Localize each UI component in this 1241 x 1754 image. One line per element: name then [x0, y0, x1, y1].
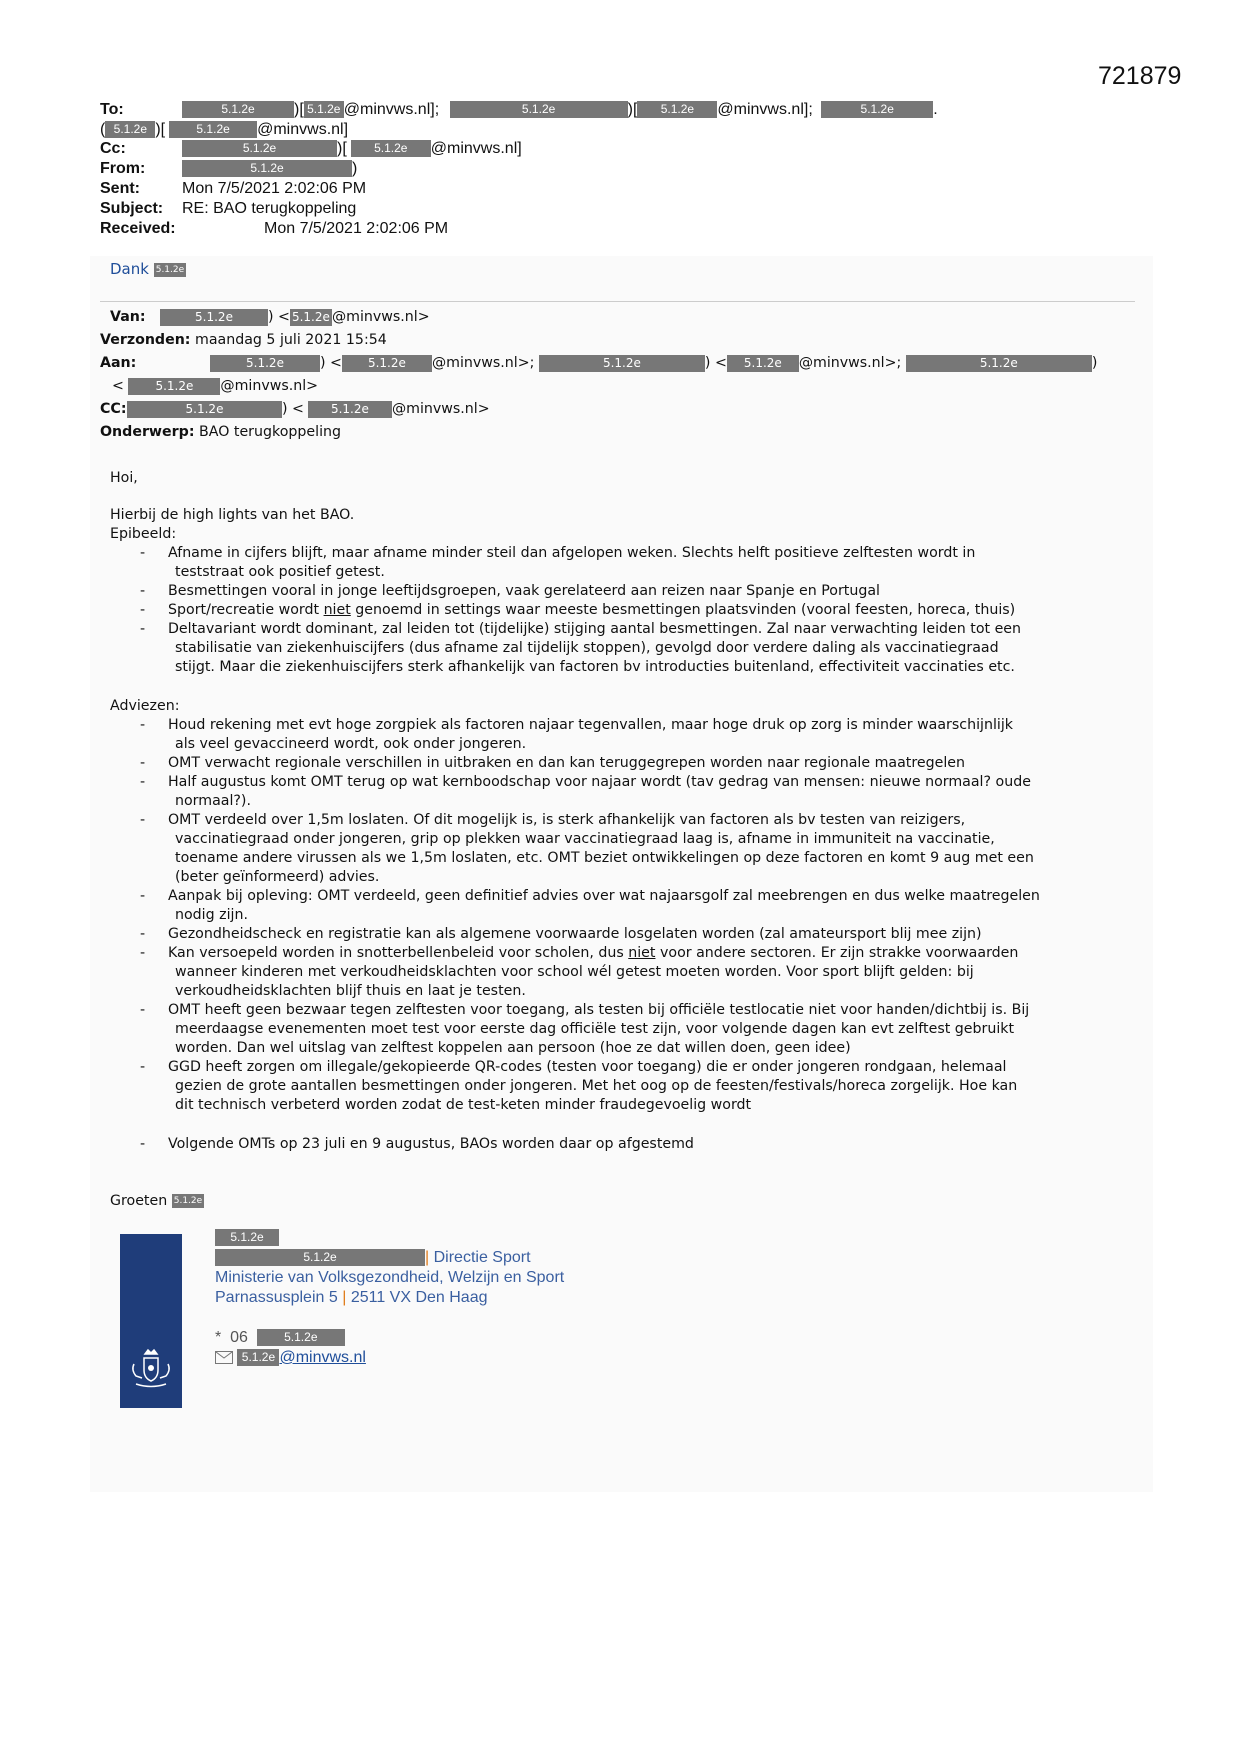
aan-addr-3: @minvws.nl>	[220, 378, 319, 394]
redaction: 5.1.2e	[906, 355, 1092, 372]
redaction: 5.1.2e	[210, 355, 320, 372]
redaction: 5.1.2e	[105, 121, 155, 138]
cc-label: Cc:	[100, 140, 126, 157]
reply-text	[110, 260, 186, 278]
list-item-text: OMT heeft geen bezwaar tegen zelftesten voor toegang, als testen bij officiële testlocatie niet voor handen/dichtbij is. Bij	[168, 1002, 1030, 1018]
greeting: Hoi,	[110, 470, 138, 486]
redaction: 5.1.2e	[215, 1249, 425, 1266]
list-item	[130, 620, 1140, 677]
bullet-dash: -	[140, 888, 146, 904]
redaction: 5.1.2e	[821, 101, 933, 118]
sig-directie: Directie Sport	[433, 1249, 531, 1266]
aan-line: Aan: 5.1.2e ) < 5.1.2e @minvws.nl>; 5.1.2e ) < 5.1.2e @minvws.nl>; 5.1.2e )	[100, 355, 1098, 371]
list-item-text: wanneer kinderen met verkoudheidsklachten voor school wél getest moeten worden. Voor sport blijft gelden: bij	[175, 964, 974, 980]
subject-line	[100, 199, 356, 219]
sent-value: Mon 7/5/2021 2:02:06 PM	[182, 180, 367, 197]
aan-label: Aan:	[100, 355, 137, 371]
list-item	[130, 887, 1140, 925]
subject-label: Subject:	[100, 200, 164, 217]
list-item	[130, 925, 1140, 944]
bullet-dash: -	[140, 926, 146, 942]
list-item-text: Sport/recreatie wordt	[168, 602, 324, 618]
received-value: Mon 7/5/2021 2:02:06 PM	[264, 220, 449, 237]
sent-line	[100, 179, 366, 199]
list-item-text: voor andere sectoren. Er zijn strakke voorwaarden	[655, 945, 1019, 961]
list-item-text: verkoudheidsklachten blijf thuis en laat je testen.	[175, 983, 526, 999]
sent-label: Sent:	[100, 180, 140, 197]
redaction: 5.1.2e	[539, 355, 705, 372]
verzonden-label: Verzonden:	[100, 332, 191, 348]
list-item-text: dit technisch verbeterd worden zodat de test-keten minder fraudegevoelig wordt	[175, 1097, 752, 1113]
rijksoverheid-logo-bar	[120, 1234, 182, 1408]
list-item-text: niet	[323, 602, 351, 618]
list-item	[130, 601, 1140, 620]
bullet-dash: -	[140, 1002, 146, 1018]
aan-line-2: < 5.1.2e @minvws.nl>	[112, 378, 319, 394]
list-item-text: nodig zijn.	[175, 907, 248, 923]
subject-value: RE: BAO terugkoppeling	[182, 200, 357, 217]
redaction: 5.1.2e	[169, 121, 257, 138]
cc-domain: @minvws.nl]	[430, 140, 522, 157]
bullet-dash: -	[140, 812, 146, 828]
verzonden-line	[100, 331, 387, 350]
redaction: 5.1.2e	[290, 309, 332, 326]
redaction: 5.1.2e	[257, 1329, 345, 1346]
bullet-dash: -	[140, 1136, 146, 1152]
list-item-text: GGD heeft zorgen om illegale/gekopieerde QR-codes (testen voor toegang) die er onder jongeren rondgaan, helemaal	[168, 1059, 1007, 1075]
email-link[interactable]: @minvws.nl	[279, 1349, 366, 1366]
van-label: Van:	[110, 309, 146, 325]
list-item	[130, 582, 1140, 601]
intro: Hierbij de high lights van het BAO.	[110, 507, 355, 523]
reply-word: Dank	[110, 260, 149, 278]
to-label: To:	[100, 101, 124, 118]
sig-email	[215, 1348, 366, 1368]
coat-of-arms-icon	[128, 1346, 174, 1390]
phone-icon: *	[215, 1329, 222, 1346]
list-item-text: OMT verwacht regionale verschillen in uitbraken en dan kan teruggegrepen worden naar regionale maatregelen	[168, 755, 965, 771]
bullet-dash: -	[140, 717, 146, 733]
list-item-text: Afname in cijfers blijft, maar afname minder steil dan afgelopen weken. Slechts helft positieve zelftesten wordt in	[168, 545, 976, 561]
list-item-text: Half augustus komt OMT terug op wat kernboodschap voor najaar wordt (tav gedrag van mensen: nieuwe normaal? oude	[168, 774, 1031, 790]
bullet-dash: -	[140, 755, 146, 771]
sig-ministerie: Ministerie van Volksgezondheid, Welzijn en Sport	[215, 1269, 565, 1286]
redaction: 5.1.2e	[160, 309, 268, 326]
sig-name-line	[215, 1228, 279, 1248]
document-number: 721879	[1098, 62, 1182, 90]
list-item	[130, 716, 1140, 754]
list-item-text: Deltavariant wordt dominant, zal leiden tot (tijdelijke) stijging aantal besmettingen. Zal naar verwachting leiden tot een	[168, 621, 1022, 637]
cc2-addr: @minvws.nl>	[391, 401, 490, 417]
sig-directie-line: 5.1.2e | Directie Sport	[215, 1248, 531, 1268]
list-item	[130, 754, 1140, 773]
list-item-text: meerdaagse evenementen moet test voor eerste dag officiële test zijn, voor volgende dagen kan evt zelftest gebruikt	[175, 1021, 1015, 1037]
redaction: 5.1.2e	[637, 101, 717, 118]
list-item	[130, 1058, 1140, 1115]
from-line: From: 5.1.2e )	[100, 160, 358, 177]
bullet-dash: -	[140, 774, 146, 790]
cc2-line: CC: 5.1.2e ) < 5.1.2e @minvws.nl>	[100, 401, 490, 417]
onderwerp-line	[100, 423, 341, 442]
van-line: Van: 5.1.2e ) < 5.1.2e @minvws.nl>	[100, 308, 430, 327]
received-label: Received:	[100, 220, 176, 237]
onderwerp-label: Onderwerp:	[100, 424, 195, 440]
list-item-text: toename andere virussen als we 1,5m loslaten, etc. OMT beziet ontwikkelingen op deze factoren en komt 9 aug met een	[175, 850, 1034, 866]
phone-prefix: 06	[230, 1329, 248, 1346]
list-item-text: Gezondheidscheck en registratie kan als algemene voorwaarde losgelaten worden (zal amateursport blij mee zijn)	[168, 926, 982, 942]
to-domain-1: @minvws.nl];	[343, 101, 440, 118]
from-label: From:	[100, 160, 146, 177]
list-item-text: Kan versoepeld worden in snotterbellenbeleid voor scholen, dus	[168, 945, 629, 961]
list-item-text: Volgende OMTs op 23 juli en 9 augustus, BAOs worden daar op afgestemd	[168, 1136, 694, 1152]
adviezen-heading: Adviezen:	[110, 698, 180, 714]
onderwerp-value: BAO terugkoppeling	[199, 424, 342, 440]
bullet-dash: -	[140, 621, 146, 637]
envelope-icon	[215, 1351, 233, 1364]
redaction: 5.1.2e	[215, 1229, 279, 1246]
list-item-text: stabilisatie van ziekenhuiscijfers (dus afname zal tijdelijk stoppen), gevolgd door verdere daling als vaccinatiegraad	[175, 640, 999, 656]
bullet-dash: -	[140, 545, 146, 561]
list-item-text: (beter geïnformeerd) advies.	[175, 869, 380, 885]
list-item-text: gezien de grote aantallen besmettingen onder jongeren. Met het oog op de feesten/festivals/horeca zorgelijk. Hoe kan	[175, 1078, 1018, 1094]
list-item	[130, 1001, 1140, 1058]
list-item-text: OMT verdeeld over 1,5m loslaten. Of dit mogelijk is, is sterk afhankelijk van factoren als bv testen van reizigers,	[168, 812, 966, 828]
list-item	[130, 773, 1140, 811]
received-line	[100, 219, 448, 239]
list-item-text: teststraat ook positief getest.	[175, 564, 385, 580]
closing: Groeten 5.1.2e	[110, 1193, 203, 1209]
adviezen-list	[130, 716, 1140, 1115]
to-domain-2: @minvws.nl];	[717, 101, 813, 118]
redaction: 5.1.2e	[450, 101, 628, 118]
list-item-text: Houd rekening met evt hoge zorgpiek als factoren najaar tegenvallen, maar hoge druk op zorg is minder waarschijnlijk	[168, 717, 1013, 733]
aan-addr-2: @minvws.nl>;	[798, 355, 902, 371]
list-item-text: normaal?).	[175, 793, 251, 809]
redaction: 5.1.2e	[182, 160, 352, 177]
redaction: 5.1.2e	[727, 355, 799, 372]
last-list	[130, 1135, 1140, 1154]
redaction: 5.1.2e	[128, 378, 220, 395]
epibeeld-heading: Epibeeld:	[110, 526, 177, 542]
list-item-text: Besmettingen vooral in jonge leeftijdsgroepen, vaak gerelateerd aan reizen naar Spanje en Portugal	[168, 583, 880, 599]
to-line-2: ( 5.1.2e )[ 5.1.2e @minvws.nl]	[100, 121, 349, 138]
sig-address: Parnassusplein 5 | 2511 VX Den Haag	[215, 1289, 488, 1306]
list-item-text: worden. Dan wel uitslag van zelftest koppelen aan persoon (hoe ze dat willen doen, geen idee)	[175, 1040, 851, 1056]
epibeeld-list	[130, 544, 1140, 677]
list-item-text: als veel gevaccineerd wordt, ook onder jongeren.	[175, 736, 527, 752]
bullet-dash: -	[140, 583, 146, 599]
redaction: 5.1.2e	[155, 264, 185, 275]
cc-line: Cc: 5.1.2e )[ 5.1.2e @minvws.nl]	[100, 140, 522, 157]
verzonden-value: maandag 5 juli 2021 15:54	[195, 332, 387, 348]
sig-phone	[215, 1328, 345, 1348]
list-item-text: niet	[628, 945, 656, 961]
van-addr: @minvws.nl>	[331, 309, 430, 325]
aan-addr-1: @minvws.nl>;	[431, 355, 535, 371]
redaction: 5.1.2e	[237, 1349, 279, 1366]
list-item	[130, 1135, 1140, 1154]
list-item	[130, 811, 1140, 887]
redaction: 5.1.2e	[182, 101, 294, 118]
redaction: 5.1.2e	[304, 101, 344, 118]
redaction: 5.1.2e	[173, 1196, 203, 1206]
separator	[100, 301, 1135, 302]
bullet-dash: -	[140, 945, 146, 961]
redaction: 5.1.2e	[182, 140, 337, 157]
redaction: 5.1.2e	[351, 140, 431, 157]
sig-address-city: 2511 VX Den Haag	[350, 1289, 488, 1306]
redaction: 5.1.2e	[127, 401, 282, 418]
list-item-text: Aanpak bij opleving: OMT verdeeld, geen definitief advies over wat najaarsgolf zal meebrengen en dus welke maatregelen	[168, 888, 1040, 904]
redaction: 5.1.2e	[342, 355, 432, 372]
bullet-dash: -	[140, 1059, 146, 1075]
redaction: 5.1.2e	[308, 401, 392, 418]
list-item	[130, 944, 1140, 1001]
list-item-text: vaccinatiegraad onder jongeren, grip op plekken waar vaccinatiegraad laag is, afname in immuniteit na vaccinatie,	[175, 831, 995, 847]
cc2-label: CC:	[100, 401, 127, 417]
to-domain-3: @minvws.nl]	[257, 121, 349, 138]
list-item-text: stijgt. Maar die ziekenhuiscijfers sterk afhankelijk van factoren bv introducties buitenland, effectiviteit vaccinaties etc.	[175, 659, 1015, 675]
sig-address-street: Parnassusplein 5	[215, 1289, 338, 1306]
list-item	[130, 544, 1140, 582]
bullet-dash: -	[140, 602, 146, 618]
list-item-text: genoemd in settings waar meeste besmettingen plaatsvinden (vooral feesten, horeca, thuis)	[350, 602, 1016, 618]
to-line: To: 5.1.2e )[ 5.1.2e @minvws.nl]; 5.1.2e )[ 5.1.2e @minvws.nl]; 5.1.2e .	[100, 101, 938, 118]
